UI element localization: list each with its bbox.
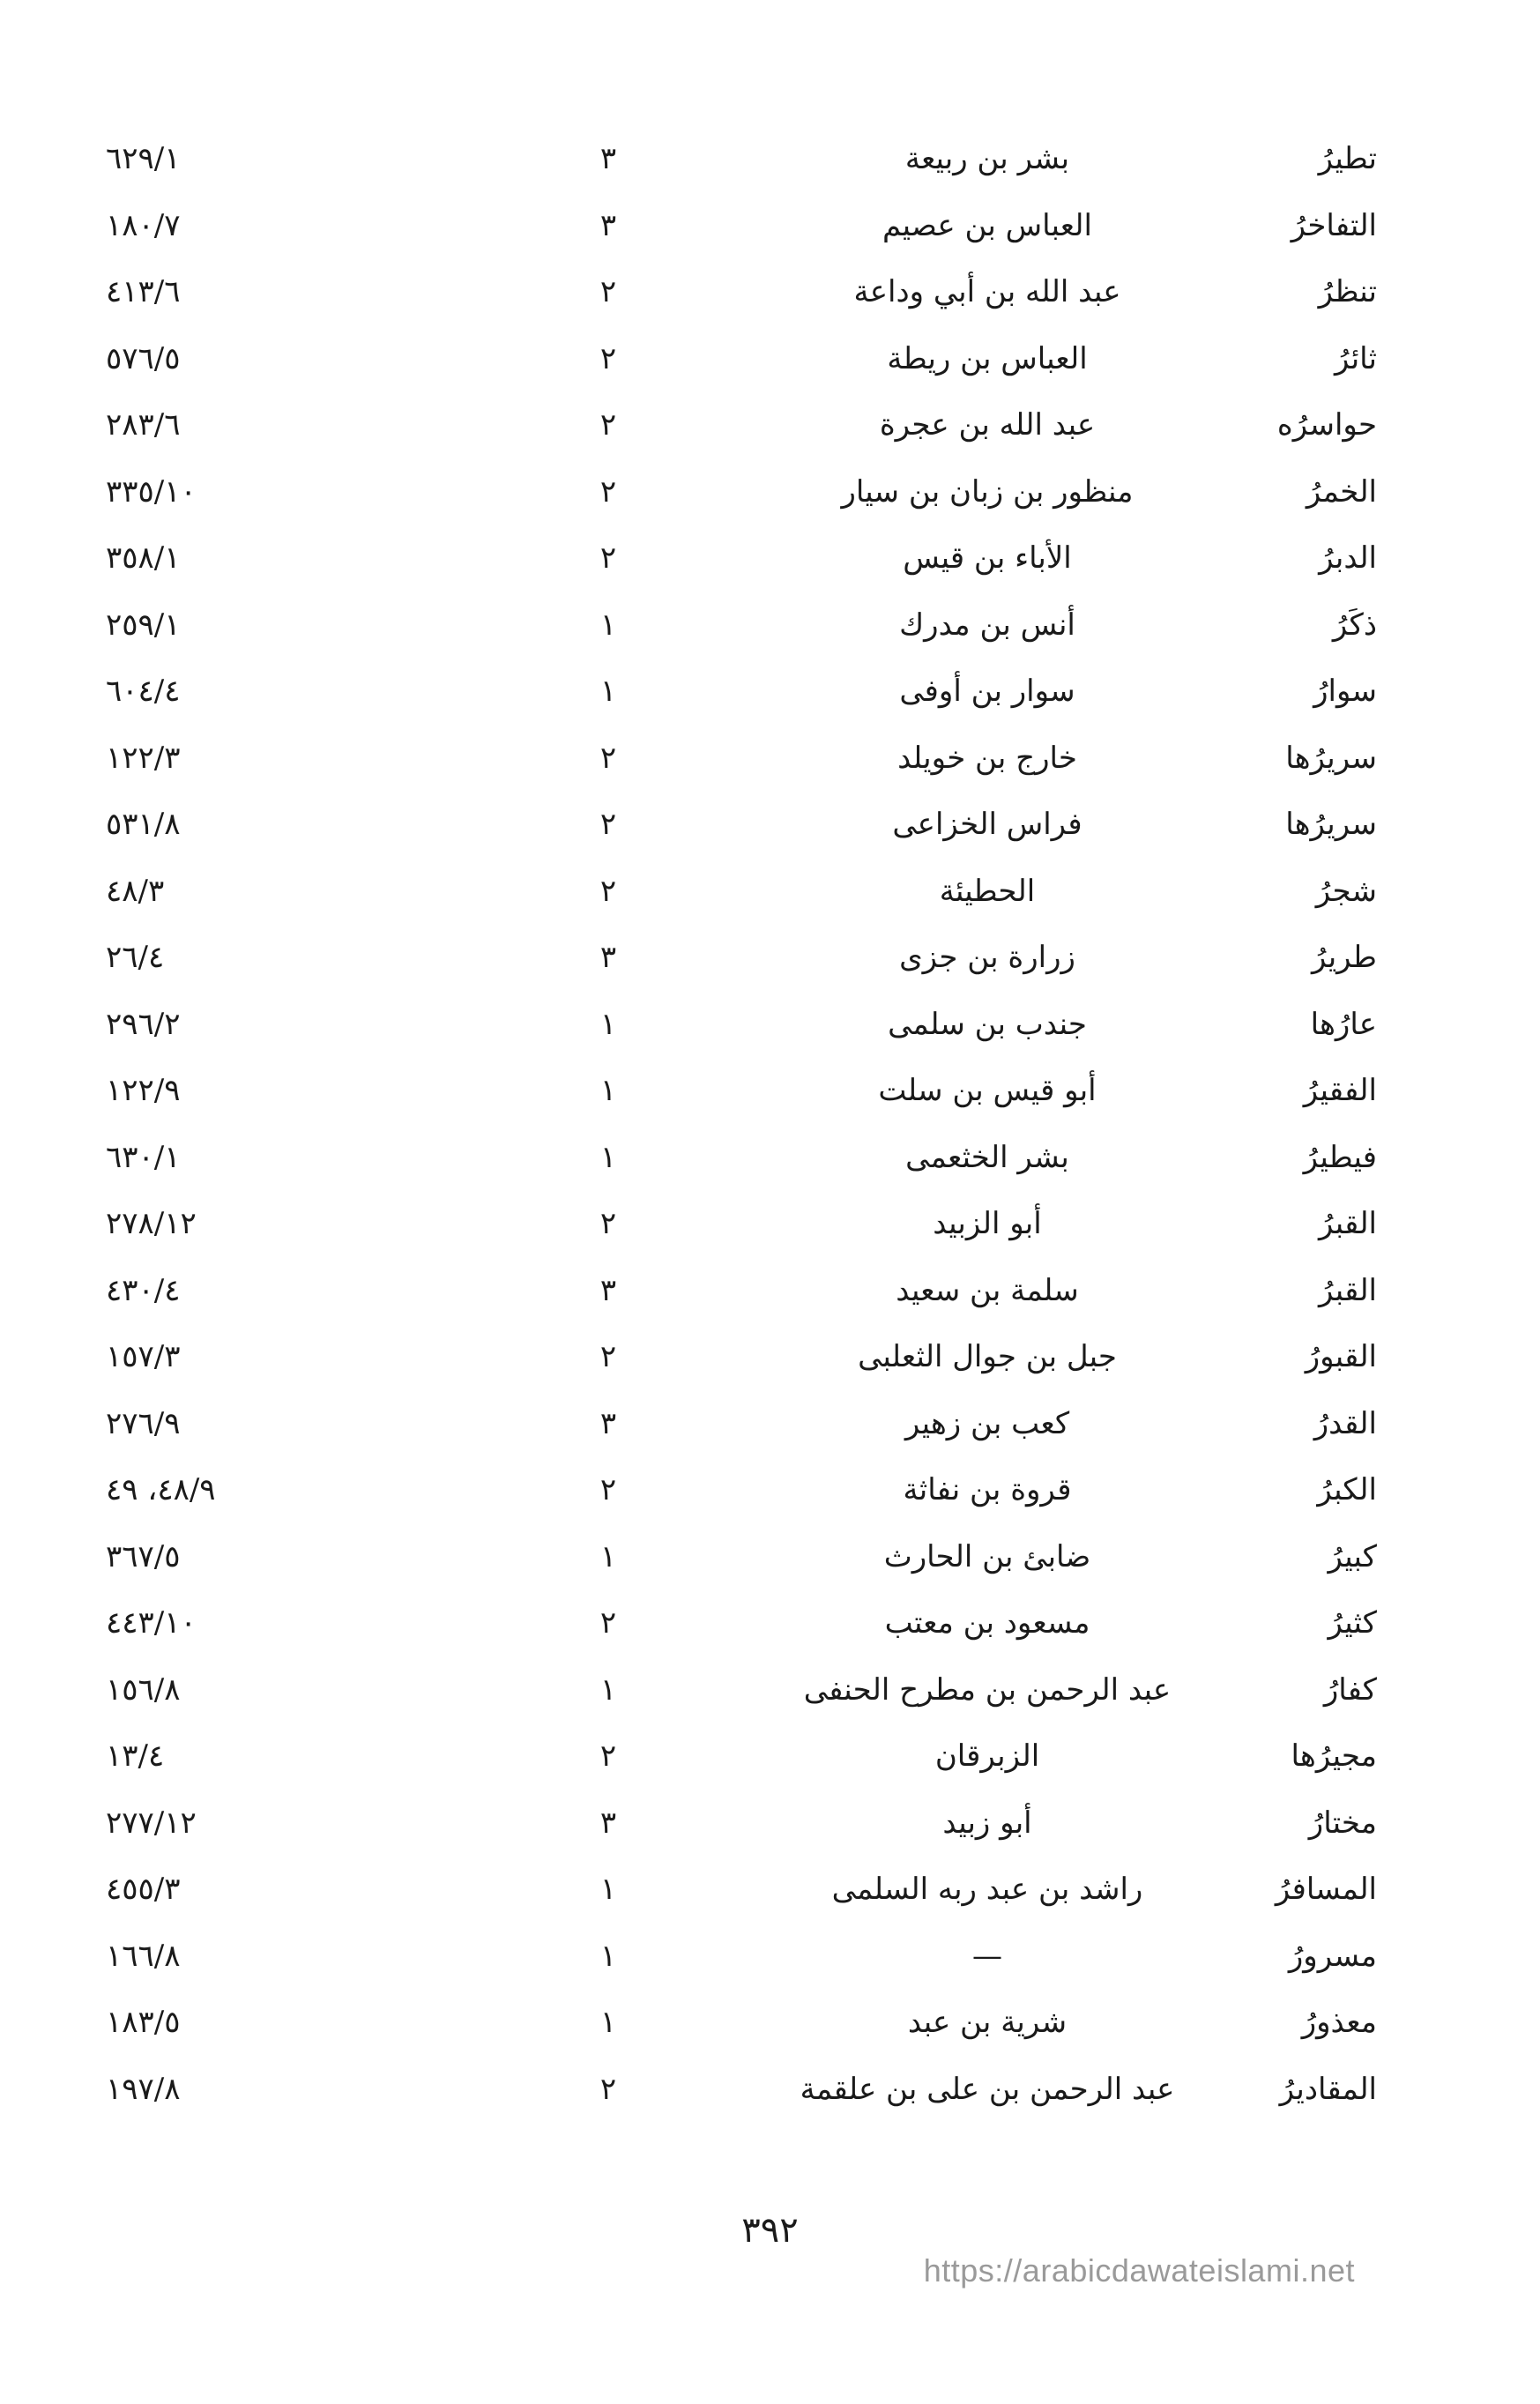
rhyme-word: عارُها [1310,1006,1377,1042]
table-row [0,1996,1540,2063]
meter-number: ٣ [599,1805,617,1841]
volume-page-reference: ١٨٣/٥ [106,2005,181,2040]
volume-page-reference: ٤٤٣/١٠ [106,1605,197,1641]
volume-page-reference: ١٦٦/٨ [106,1938,181,1974]
volume-page-reference: ٤٣٠/٤ [106,1272,181,1308]
volume-page-reference: ٣٦٧/٥ [106,1538,181,1574]
volume-page-reference: ٥٣١/٨ [106,807,181,842]
poet-name: خارج بن خويلد [897,740,1077,776]
table-row [0,1730,1540,1797]
meter-number: ٣ [599,141,617,176]
volume-page-reference: ١٣/٤ [106,1738,165,1774]
rhyme-word: كفارُ [1323,1671,1377,1708]
table-row [0,931,1540,998]
meter-number: ٢ [599,1206,617,1241]
volume-page-reference: ٢٦/٤ [106,940,165,975]
rhyme-word: مجيرُها [1291,1738,1377,1774]
meter-number: ٢ [599,540,617,576]
table-row [0,1930,1540,1997]
table-row [0,1530,1540,1597]
poet-name: جبل بن جوال الثعلبى [858,1339,1117,1374]
volume-page-reference: ١٨٠/٧ [106,207,181,243]
table-row [0,1596,1540,1663]
meter-number: ١ [599,1073,617,1108]
rhyme-word: الفقيرُ [1303,1073,1377,1108]
rhyme-word: شجرُ [1315,873,1377,909]
rhyme-word: مسرورُ [1288,1938,1377,1974]
rhyme-word: تنظرُ [1318,274,1377,309]
meter-number: ٢ [599,740,617,776]
meter-number: ٢ [599,2071,617,2107]
volume-page-reference: ٥٧٦/٥ [106,340,181,376]
poet-name: الحطيئة [939,873,1036,909]
volume-page-reference: ١٥٦/٨ [106,1671,181,1708]
rhyme-word: سريرُها [1285,740,1377,776]
poet-name: زرارة بن جزى [899,940,1075,975]
poet-name: كعب بن زهير [904,1405,1070,1441]
volume-page-reference: ٦٣٠/١ [106,1139,181,1175]
volume-page-reference: ٢٧٧/١٢ [106,1805,197,1841]
poetry-index-table [0,132,1540,2129]
table-row [0,532,1540,599]
poet-name: أبو قيس بن سلت [878,1073,1097,1108]
table-row [0,1397,1540,1464]
poet-name: بشر الخثعمى [905,1139,1069,1175]
rhyme-word: القبرُ [1318,1206,1377,1241]
poet-name: شرية بن عبد [907,2005,1068,2040]
rhyme-word: الخمرُ [1306,473,1377,510]
rhyme-word: الكبرُ [1317,1472,1377,1507]
rhyme-word: كثيرُ [1328,1605,1377,1641]
volume-page-reference: ٢٥٩/١ [106,607,181,643]
poet-name: عبد الرحمن بن مطرح الحنفى [803,1671,1172,1708]
rhyme-word: التفاخرُ [1291,207,1377,243]
table-row [0,1264,1540,1331]
table-row [0,1064,1540,1131]
meter-number: ١ [599,1006,617,1042]
table-row [0,199,1540,266]
rhyme-word: المسافرُ [1275,1872,1377,1907]
table-row [0,732,1540,799]
table-row [0,1863,1540,1930]
poet-name: مسعود بن معتب [884,1605,1090,1641]
meter-number: ١ [599,1872,617,1907]
volume-page-reference: ٤١٣/٦ [106,274,181,309]
table-row [0,1330,1540,1397]
poet-name: العباس بن عصيم [882,207,1092,243]
watermark-url[interactable]: https://arabicdawateislami.net [923,2252,1355,2289]
table-row [0,332,1540,399]
meter-number: ٣ [599,1405,617,1441]
volume-page-reference: ٦٢٩/١ [106,141,181,176]
rhyme-word: القدرُ [1313,1405,1377,1441]
volume-page-reference: ١٥٧/٣ [106,1339,181,1374]
meter-number: ١ [599,1671,617,1708]
meter-number: ٢ [599,407,617,443]
volume-page-reference: ٢٩٦/٢ [106,1006,181,1042]
table-row [0,665,1540,732]
meter-number: ٢ [599,1605,617,1641]
meter-number: ٣ [599,940,617,975]
meter-number: ٢ [599,340,617,376]
rhyme-word: ذكَرُ [1332,607,1377,643]
rhyme-word: القبرُ [1318,1272,1377,1308]
poet-name: أنس بن مدرك [899,607,1075,643]
rhyme-word: معذورُ [1301,2005,1377,2040]
rhyme-word: ثائرُ [1334,340,1377,376]
rhyme-word: حواسرُه [1276,407,1377,443]
poet-name: منظور بن زبان بن سيار [841,473,1134,510]
table-row [0,865,1540,932]
table-row [0,265,1540,332]
rhyme-word: القبورُ [1305,1339,1377,1374]
table-row [0,1131,1540,1198]
table-row [0,398,1540,465]
table-row [0,998,1540,1065]
poet-name: عبد الرحمن بن على بن علقمة [800,2071,1175,2107]
table-row [0,132,1540,199]
poet-name: الزبرقان [934,1738,1040,1774]
rhyme-word: الدبرُ [1319,540,1377,576]
meter-number: ١ [599,1139,617,1175]
volume-page-reference: ٤٨/٩، ٤٩ [106,1472,216,1507]
meter-number: ٣ [599,1272,617,1308]
meter-number: ١ [599,674,617,709]
volume-page-reference: ٢٧٦/٩ [106,1405,181,1441]
rhyme-word: سوارُ [1313,674,1377,709]
volume-page-reference: ٣٣٥/١٠ [106,473,197,510]
table-row [0,798,1540,865]
rhyme-word: مختارُ [1308,1805,1377,1841]
volume-page-reference: ٢٨٣/٦ [106,407,181,443]
poet-name: جندب بن سلمى [888,1006,1087,1042]
table-row [0,1663,1540,1730]
meter-number: ٢ [599,274,617,309]
meter-number: ٢ [599,807,617,842]
poet-name: — [972,1938,1002,1974]
poet-name: سوار بن أوفى [899,674,1075,709]
table-row [0,1197,1540,1264]
volume-page-reference: ٦٠٤/٤ [106,674,181,709]
rhyme-word: تطيرُ [1318,141,1377,176]
rhyme-word: فيطيرُ [1303,1139,1377,1175]
page-number: ٣٩٢ [741,2210,799,2251]
meter-number: ٢ [599,873,617,909]
volume-page-reference: ١٩٧/٨ [106,2071,181,2107]
table-row [0,2063,1540,2130]
volume-page-reference: ٢٧٨/١٢ [106,1206,197,1241]
poet-name: أبو الزبيد [933,1206,1042,1241]
poet-name: فراس الخزاعى [892,807,1082,842]
volume-page-reference: ٤٥٥/٣ [106,1872,181,1907]
meter-number: ٣ [599,207,617,243]
volume-page-reference: ١٢٢/٣ [106,740,181,776]
volume-page-reference: ٤٨/٣ [106,873,165,909]
rhyme-word: كبيرُ [1328,1538,1377,1574]
poet-name: عبد الله بن أبي وداعة [853,274,1121,309]
meter-number: ١ [599,1538,617,1574]
meter-number: ٢ [599,1339,617,1374]
table-row [0,1463,1540,1530]
poet-name: راشد بن عبد ربه السلمى [831,1872,1143,1907]
table-row [0,1797,1540,1864]
volume-page-reference: ٣٥٨/١ [106,540,181,576]
meter-number: ٢ [599,1472,617,1507]
poet-name: الأباء بن قيس [903,540,1072,576]
table-row [0,465,1540,532]
poet-name: عبد الله بن عجرة [879,407,1096,443]
table-row [0,599,1540,666]
meter-number: ٢ [599,473,617,510]
meter-number: ٢ [599,1738,617,1774]
meter-number: ١ [599,1938,617,1974]
poet-name: ضابئ بن الحارث [883,1538,1091,1574]
poet-name: قروة بن نفاثة [903,1472,1072,1507]
poet-name: العباس بن ريطة [887,340,1088,376]
rhyme-word: طريرُ [1311,940,1377,975]
meter-number: ١ [599,607,617,643]
poet-name: بشر بن ربيعة [904,141,1070,176]
volume-page-reference: ١٢٢/٩ [106,1073,181,1108]
rhyme-word: المقاديرُ [1279,2071,1377,2107]
rhyme-word: سريرُها [1285,807,1377,842]
poet-name: أبو زبيد [942,1805,1032,1841]
poet-name: سلمة بن سعيد [896,1272,1079,1308]
meter-number: ١ [599,2005,617,2040]
